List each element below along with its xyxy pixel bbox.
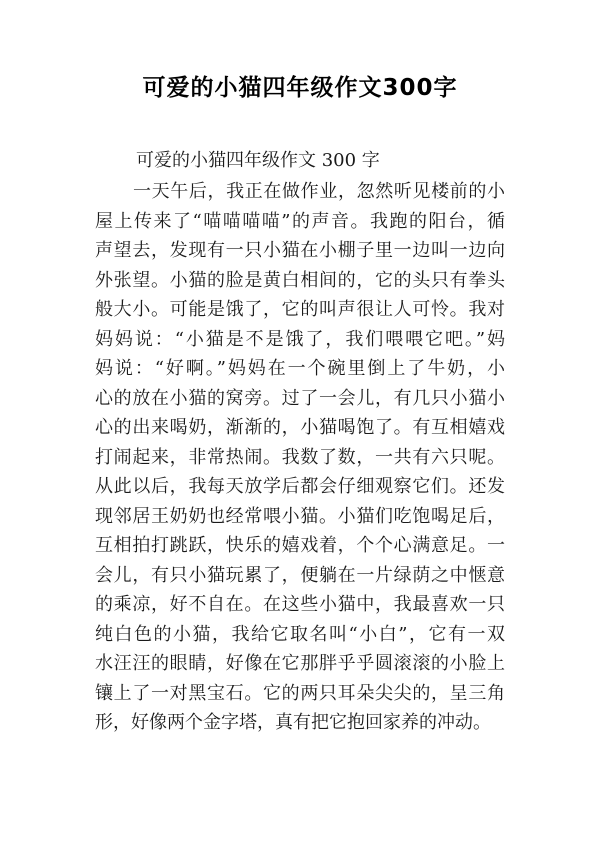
body-line: 纯白色的小猫，我给它取名叫“小白”，它有一双 [95, 623, 505, 645]
body-line: 外张望。小猫的脸是黄白相间的，它的头只有拳头 [95, 269, 505, 291]
body-line: 心的出来喝奶，渐渐的，小猫喝饱了。有互相嬉戏 [95, 417, 505, 438]
body-line: 水汪汪的眼睛，好像在它那胖乎乎圆滚滚的小脸上 [95, 653, 505, 674]
body-line: 打闹起来，非常热闹。我数了数，一共有六只呢。 [95, 446, 505, 468]
body-line: 现邻居王奶奶也经常喂小猫。小猫们吃饱喝足后， [95, 505, 505, 527]
body-line: 妈说：“好啊。”妈妈在一个碗里倒上了牛奶，小 [95, 358, 505, 379]
body-line: 一天午后，我正在做作业，忽然听见楼前的小 [133, 181, 505, 202]
document-title: 可爱的小猫四年级作文300字 [142, 75, 458, 101]
body-line: 会儿，有只小猫玩累了，便躺在一片绿荫之中惬意 [95, 564, 505, 586]
body-line: 的乘凉，好不自在。在这些小猫中，我最喜欢一只 [95, 594, 505, 615]
body-line: 心的放在小猫的窝旁。过了一会儿，有几只小猫小 [95, 387, 505, 409]
body-line: 形，好像两个金字塔，真有把它抱回家养的冲动。 [95, 712, 491, 733]
body-line: 般大小。可能是饿了，它的叫声很让人可怜。我对 [95, 299, 505, 320]
body-line: 从此以后，我每天放学后都会仔细观察它们。还发 [95, 476, 505, 497]
body-line: 互相拍打跳跃，快乐的嬉戏着，个个心满意足。一 [95, 535, 505, 556]
document-subtitle: 可爱的小猫四年级作文 300 字 [136, 150, 380, 171]
body-line: 声望去，发现有一只小猫在小棚子里一边叫一边向 [95, 240, 505, 261]
body-line: 妈妈说：“小猫是不是饿了，我们喂喂它吧。”妈 [95, 328, 505, 350]
document-body [95, 177, 505, 738]
body-line: 镶上了一对黑宝石。它的两只耳朵尖尖的，呈三角 [95, 682, 505, 704]
body-line: 屋上传来了“喵喵喵喵”的声音。我跑的阳台，循 [95, 210, 505, 232]
